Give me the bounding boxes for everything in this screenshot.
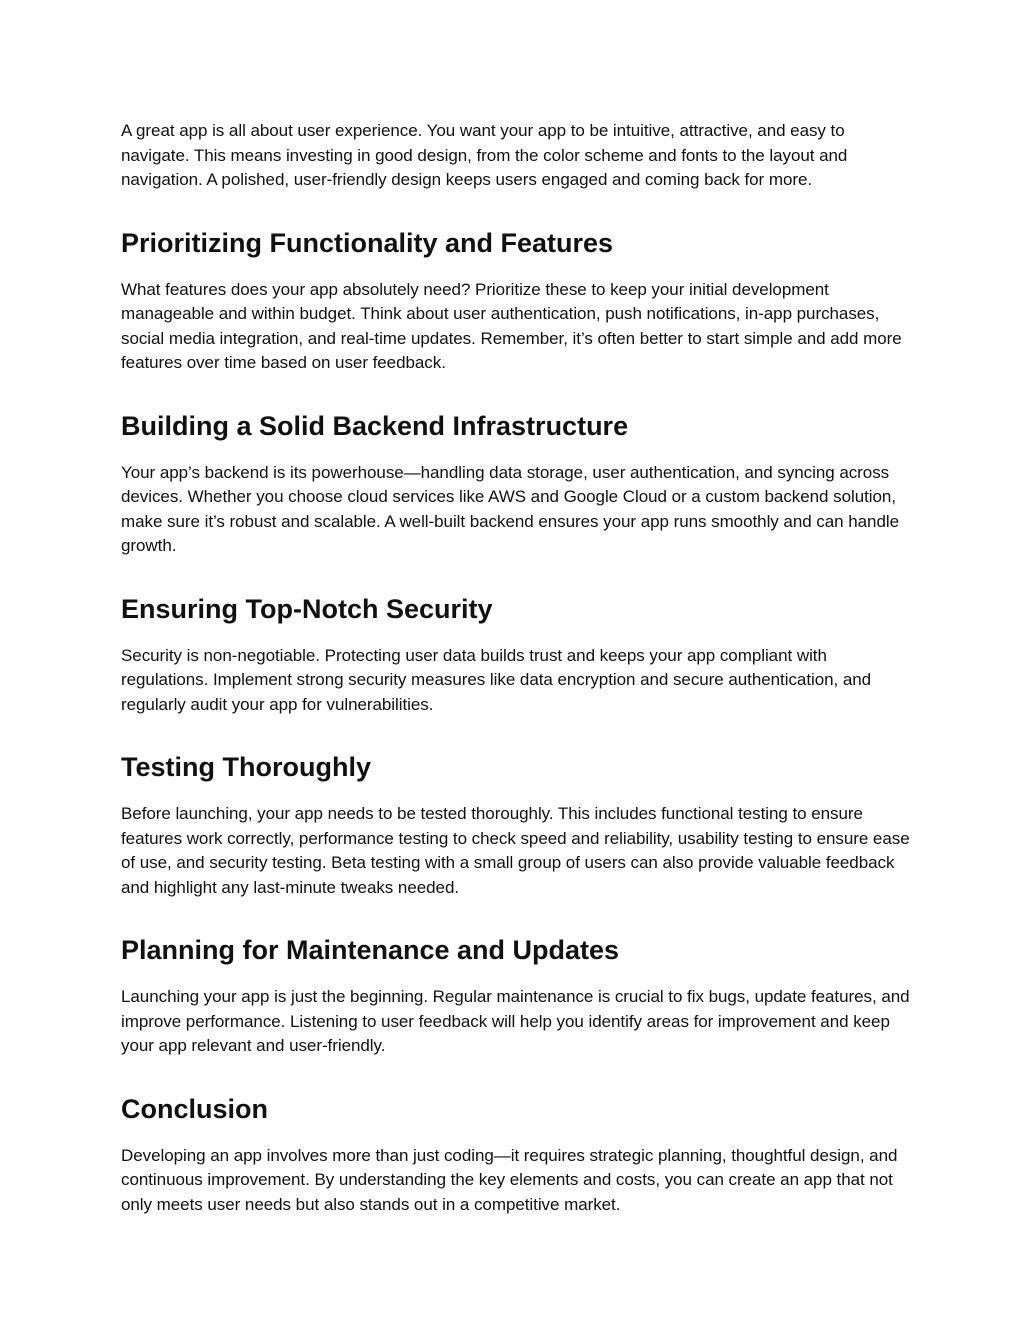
section-paragraph: Launching your app is just the beginning. Regular maintenance is crucial to fix bugs, update features, and improve performance. Listening to user feedback will help you identify areas for improvement and keep your app relevant and user-friendly. [121, 987, 910, 1055]
section-security [121, 593, 911, 718]
section-heading: Ensuring Top-Notch Security [121, 593, 493, 624]
section-heading: Testing Thoroughly [121, 752, 371, 782]
section-paragraph: What features does your app absolutely need? Prioritize these to keep your initial development manageable and within budget. Think about user authentication, push notifications, in-app purchases, social media integration, and real-time updates. Remember, it’s often better to start simple and add more features over time based on user feedback. [121, 279, 902, 372]
section-testing [121, 751, 911, 900]
section-heading: Building a Solid Backend Infrastructure [121, 410, 629, 441]
section-paragraph: Your app’s backend is its powerhouse—handling data storage, user authentication, and syncing across devices. Whether you choose cloud services like AWS and Google Cloud or a custom backend solution, make sure it’s robust and scalable. A well-built backend ensures your app runs smoothly and can handle growth. [121, 462, 899, 555]
section-paragraph: Security is non-negotiable. Protecting user data builds trust and keeps your app compliant with regulations. Implement strong security measures like data encryption and secure authentication, and regularly audit your app for vulnerabilities. [121, 645, 872, 714]
section-heading: Planning for Maintenance and Updates [121, 935, 620, 965]
section-paragraph: Before launching, your app needs to be tested thoroughly. This includes functional testing to ensure features work correctly, performance testing to check speed and reliability, usability testing to ensure ease of use, and security testing. Beta testing with a small group of users can also provide valuable feedback and highlight any last-minute tweaks needed. [121, 804, 910, 897]
intro-paragraph: A great app is all about user experience. You want your app to be intuitive, attractive, and easy to navigate. This means investing in good design, from the color scheme and fonts to the layout and navigation. A polished, user-friendly design keeps users engaged and coming back for more. [121, 121, 848, 189]
section-heading: Prioritizing Functionality and Features [121, 227, 614, 258]
section-maintenance [121, 934, 911, 1059]
section-conclusion [121, 1093, 911, 1218]
section-paragraph: Developing an app involves more than just coding—it requires strategic planning, thoughtful design, and continuous improvement. By understanding the key elements and costs, you can create an app that not only meets user needs but also stands out in a competitive market. [121, 1145, 898, 1214]
section-backend [121, 410, 911, 559]
document-page [121, 119, 911, 1217]
section-heading: Conclusion [121, 1093, 268, 1124]
section-functionality [121, 227, 911, 376]
